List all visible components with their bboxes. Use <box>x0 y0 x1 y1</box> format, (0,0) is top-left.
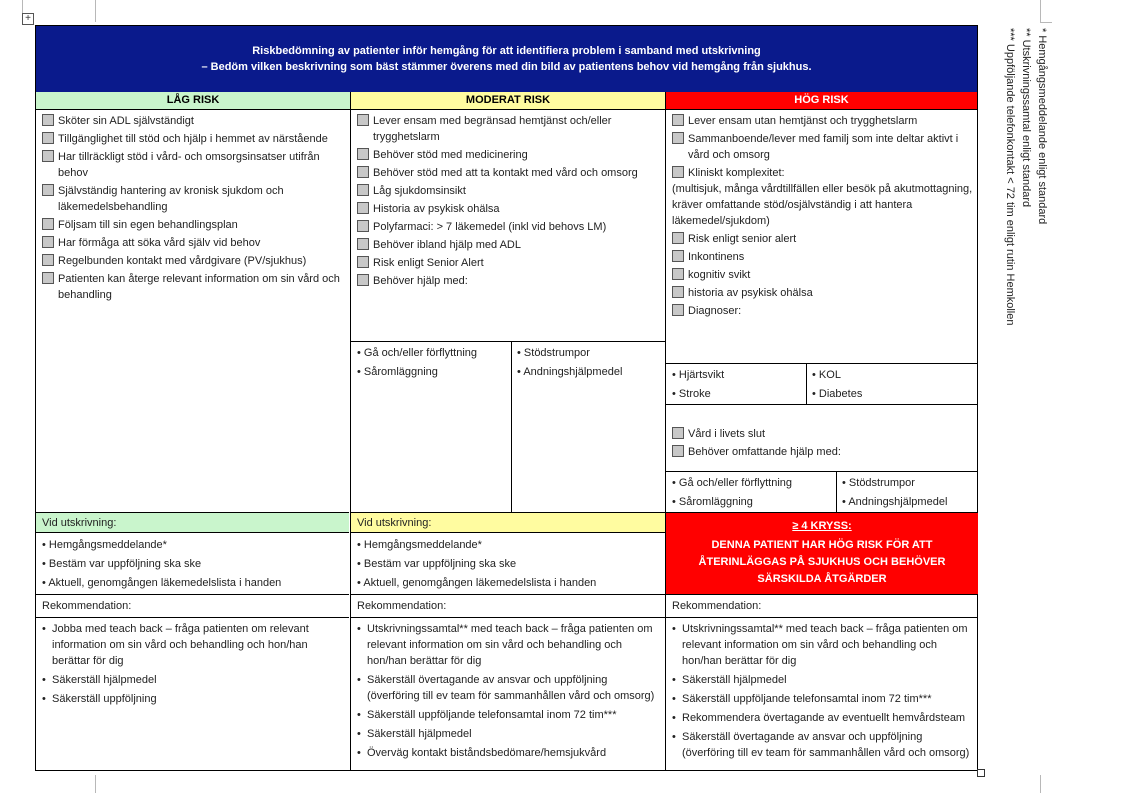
moderate-risk-item: Behöver ibland hjälp med ADL <box>351 237 665 253</box>
list-item: • Aktuell, genomgången läkemedelslista i handen <box>42 577 282 589</box>
footnote-2: ** Utskrivningssamtal enligt standard <box>1020 28 1032 208</box>
list-item: • Säkerställ övertagande av ansvar och uppföljning (överföring till ev team för sammanhållen vård och omsorg) <box>357 674 655 702</box>
checkbox[interactable] <box>672 427 684 439</box>
list-item: • Andningshjälpmedel <box>517 366 623 378</box>
checkbox[interactable] <box>672 250 684 262</box>
high-risk-item: Lever ensam utan hemtjänst och trygghetslarm <box>666 113 977 129</box>
moderate-risk-item: Behöver stöd med medicinering <box>351 147 665 163</box>
checkbox[interactable] <box>672 166 684 178</box>
moderate-risk-item: Polyfarmaci: > 7 läkemedel (inkl vid behovs LM) <box>351 219 665 235</box>
list-item: • Rekommendera övertagande av eventuellt hemvårdsteam <box>672 712 966 724</box>
low-risk-column <box>36 92 350 770</box>
high-risk-item: historia av psykisk ohälsa <box>666 285 977 301</box>
high-help-left <box>672 475 792 510</box>
checkbox[interactable] <box>42 254 54 266</box>
checkbox[interactable] <box>672 232 684 244</box>
complexity-note: (multisjuk, många vårdtillfällen eller besök på akutmottagning, kräver omfattande stöd/osjälvständig i att hantera läkemedel/sjukdom) <box>672 183 973 227</box>
moderate-risk-item: Historia av psykisk ohälsa <box>351 201 665 217</box>
list-item: • Jobba med teach back – fråga patienten om relevant information om sin vård och behandling och hon/han berättar för dig <box>42 623 309 667</box>
checkbox[interactable] <box>357 184 369 196</box>
high-risk-column <box>665 92 977 770</box>
low-risk-item: Har tillräckligt stöd i vård- och omsorgsinsatser utifrån behov <box>36 149 350 181</box>
checkbox[interactable] <box>357 220 369 232</box>
high-help-right <box>842 475 947 510</box>
low-risk-item: Självständig hantering av kronisk sjukdom och läkemedelsbehandling <box>36 183 350 215</box>
checkbox[interactable] <box>42 114 54 126</box>
checkbox[interactable] <box>42 218 54 230</box>
list-item: • Säkerställ övertagande av ansvar och uppföljning (överföring till ev team för sammanhållen vård och omsorg) <box>672 731 970 759</box>
alert-message: DENNA PATIENT HAR HÖG RISK FÖR ATT ÅTERINLÄGGAS PÅ SJUKHUS OCH BEHÖVER SÄRSKILDA ÅTGÄRDER <box>698 539 946 585</box>
low-risk-item: Har förmåga att söka vård själv vid behov <box>36 235 350 251</box>
list-item: • Diabetes <box>812 388 863 400</box>
list-item: • Hemgångsmeddelande* <box>42 539 167 551</box>
checkbox[interactable] <box>42 132 54 144</box>
header-line-2: – Bedöm vilken beskrivning som bäst stämmer överens med din bild av patientens behov vid hemgång från sjukhus. <box>201 61 812 73</box>
low-risk-heading: LÅG RISK <box>36 92 350 110</box>
moderate-risk-column <box>350 92 665 770</box>
table-move-handle-icon[interactable]: + <box>22 13 34 25</box>
checkbox[interactable] <box>672 268 684 280</box>
moderate-risk-heading: MODERAT RISK <box>351 92 665 110</box>
moderate-risk-item: Risk enligt Senior Alert <box>351 255 665 271</box>
footnote-3: *** Uppföljande telefonkontakt < 72 tim enligt rutin Hemkollen <box>1004 28 1016 326</box>
low-discharge-list <box>36 537 349 591</box>
high-risk-item: Sammanboende/lever med familj som inte deltar aktivt i vård och omsorg <box>666 131 977 163</box>
high-risk-item: Risk enligt senior alert <box>666 231 977 247</box>
risk-assessment-table <box>35 25 978 771</box>
checkbox[interactable] <box>357 202 369 214</box>
checkbox[interactable] <box>42 150 54 162</box>
header-line-1: Riskbedömning av patienter inför hemgång för att identifiera problem i samband med utskrivning <box>252 45 761 57</box>
list-item: • Hemgångsmeddelande* <box>357 539 482 551</box>
low-recommendation-label: Rekommendation: <box>42 600 132 612</box>
high-risk-item: Inkontinens <box>666 249 977 265</box>
checkbox[interactable] <box>42 272 54 284</box>
list-item: • Säkerställ uppföljning <box>42 693 157 705</box>
high-risk-item: Kliniskt komplexitet: <box>666 165 977 181</box>
list-item: • Utskrivningssamtal** med teach back – fråga patienten om relevant information om sin vård och behandling och hon/han berättar för dig <box>357 623 653 667</box>
list-item: • Gå och/eller förflyttning <box>357 347 478 359</box>
list-item: • Hjärtsvikt <box>672 369 725 381</box>
checkbox[interactable] <box>672 304 684 316</box>
list-item: • Stödstrumpor <box>842 477 915 489</box>
high-risk-alert <box>666 512 978 594</box>
alert-threshold: ≥ 4 KRYSS: <box>792 520 852 532</box>
checkbox[interactable] <box>672 445 684 457</box>
moderate-discharge-heading: Vid utskrivning: <box>351 512 665 533</box>
list-item: • Stroke <box>672 388 711 400</box>
high-risk-heading: HÖG RISK <box>666 92 977 110</box>
checkbox[interactable] <box>42 236 54 248</box>
list-item: • Såromläggning <box>672 496 753 508</box>
low-risk-item: Tillgänglighet till stöd och hjälp i hemmet av närstående <box>36 131 350 147</box>
moderate-recommendation-list <box>351 621 665 761</box>
footnote-1: * Hemgångsmeddelande enligt standard <box>1036 28 1048 225</box>
list-item: • Säkerställ uppföljande telefonsamtal inom 72 tim*** <box>672 693 932 705</box>
list-item: • Utskrivningssamtal** med teach back – fråga patienten om relevant information om sin vård och behandling och hon/han berättar för dig <box>672 623 968 667</box>
list-item: • Säkerställ uppföljande telefonsamtal inom 72 tim*** <box>357 709 617 721</box>
high-risk-item: Behöver omfattande hjälp med: <box>666 444 978 460</box>
moderate-help-right <box>517 345 622 380</box>
moderate-recommendation-label: Rekommendation: <box>357 600 447 612</box>
moderate-help-left <box>357 345 477 380</box>
crop-mark <box>95 775 96 793</box>
low-risk-item: Sköter sin ADL självständigt <box>36 113 350 129</box>
footnotes <box>1002 28 1062 428</box>
low-risk-item: Patienten kan återge relevant information om sin vård och behandling <box>36 271 350 303</box>
crop-mark <box>95 0 96 22</box>
low-risk-item: Regelbunden kontakt med vårdgivare (PV/sjukhus) <box>36 253 350 269</box>
list-item: • Säkerställ hjälpmedel <box>672 674 787 686</box>
high-recommendation-list <box>666 621 978 761</box>
checkbox[interactable] <box>357 274 369 286</box>
checkbox[interactable] <box>357 256 369 268</box>
high-recommendation-label: Rekommendation: <box>672 600 762 612</box>
list-item: • Bestäm var uppföljning ska ske <box>357 558 517 570</box>
crop-mark <box>1040 775 1041 793</box>
list-item: • Stödstrumpor <box>517 347 590 359</box>
low-recommendation-list <box>36 621 349 707</box>
list-item: • Såromläggning <box>357 366 438 378</box>
high-risk-item: Vård i livets slut <box>666 426 978 442</box>
diagnosis-right <box>812 367 862 402</box>
list-item: • Aktuell, genomgången läkemedelslista i handen <box>357 577 597 589</box>
checkbox[interactable] <box>42 184 54 196</box>
list-item: • Gå och/eller förflyttning <box>672 477 793 489</box>
list-item: • Bestäm var uppföljning ska ske <box>42 558 202 570</box>
crop-mark <box>1040 22 1052 23</box>
list-item: • Andningshjälpmedel <box>842 496 948 508</box>
moderate-risk-item: Lever ensam med begränsad hemtjänst och/eller trygghetslarm <box>351 113 665 145</box>
diagnosis-left <box>672 367 724 402</box>
checkbox[interactable] <box>357 238 369 250</box>
checkbox[interactable] <box>672 286 684 298</box>
checkbox[interactable] <box>672 132 684 144</box>
low-discharge-heading: Vid utskrivning: <box>36 512 349 533</box>
list-item: • Säkerställ hjälpmedel <box>357 728 472 740</box>
moderate-discharge-list <box>351 537 665 591</box>
table-header <box>36 26 977 92</box>
list-item: • KOL <box>812 369 841 381</box>
table-resize-handle[interactable] <box>977 769 985 777</box>
list-item: • Säkerställ hjälpmedel <box>42 674 157 686</box>
checkbox[interactable] <box>357 166 369 178</box>
checkbox[interactable] <box>357 148 369 160</box>
moderate-risk-item: Låg sjukdomsinsikt <box>351 183 665 199</box>
list-item: • Överväg kontakt biståndsbedömare/hemsjukvård <box>357 747 607 759</box>
checkbox[interactable] <box>357 114 369 126</box>
moderate-risk-item: Behöver stöd med att ta kontakt med vård och omsorg <box>351 165 665 181</box>
checkbox[interactable] <box>672 114 684 126</box>
crop-mark <box>1040 0 1041 22</box>
low-risk-item: Följsam till sin egen behandlingsplan <box>36 217 350 233</box>
moderate-risk-item: Behöver hjälp med: <box>351 273 665 289</box>
high-risk-item: kognitiv svikt <box>666 267 977 283</box>
high-risk-item: Diagnoser: <box>666 303 977 319</box>
